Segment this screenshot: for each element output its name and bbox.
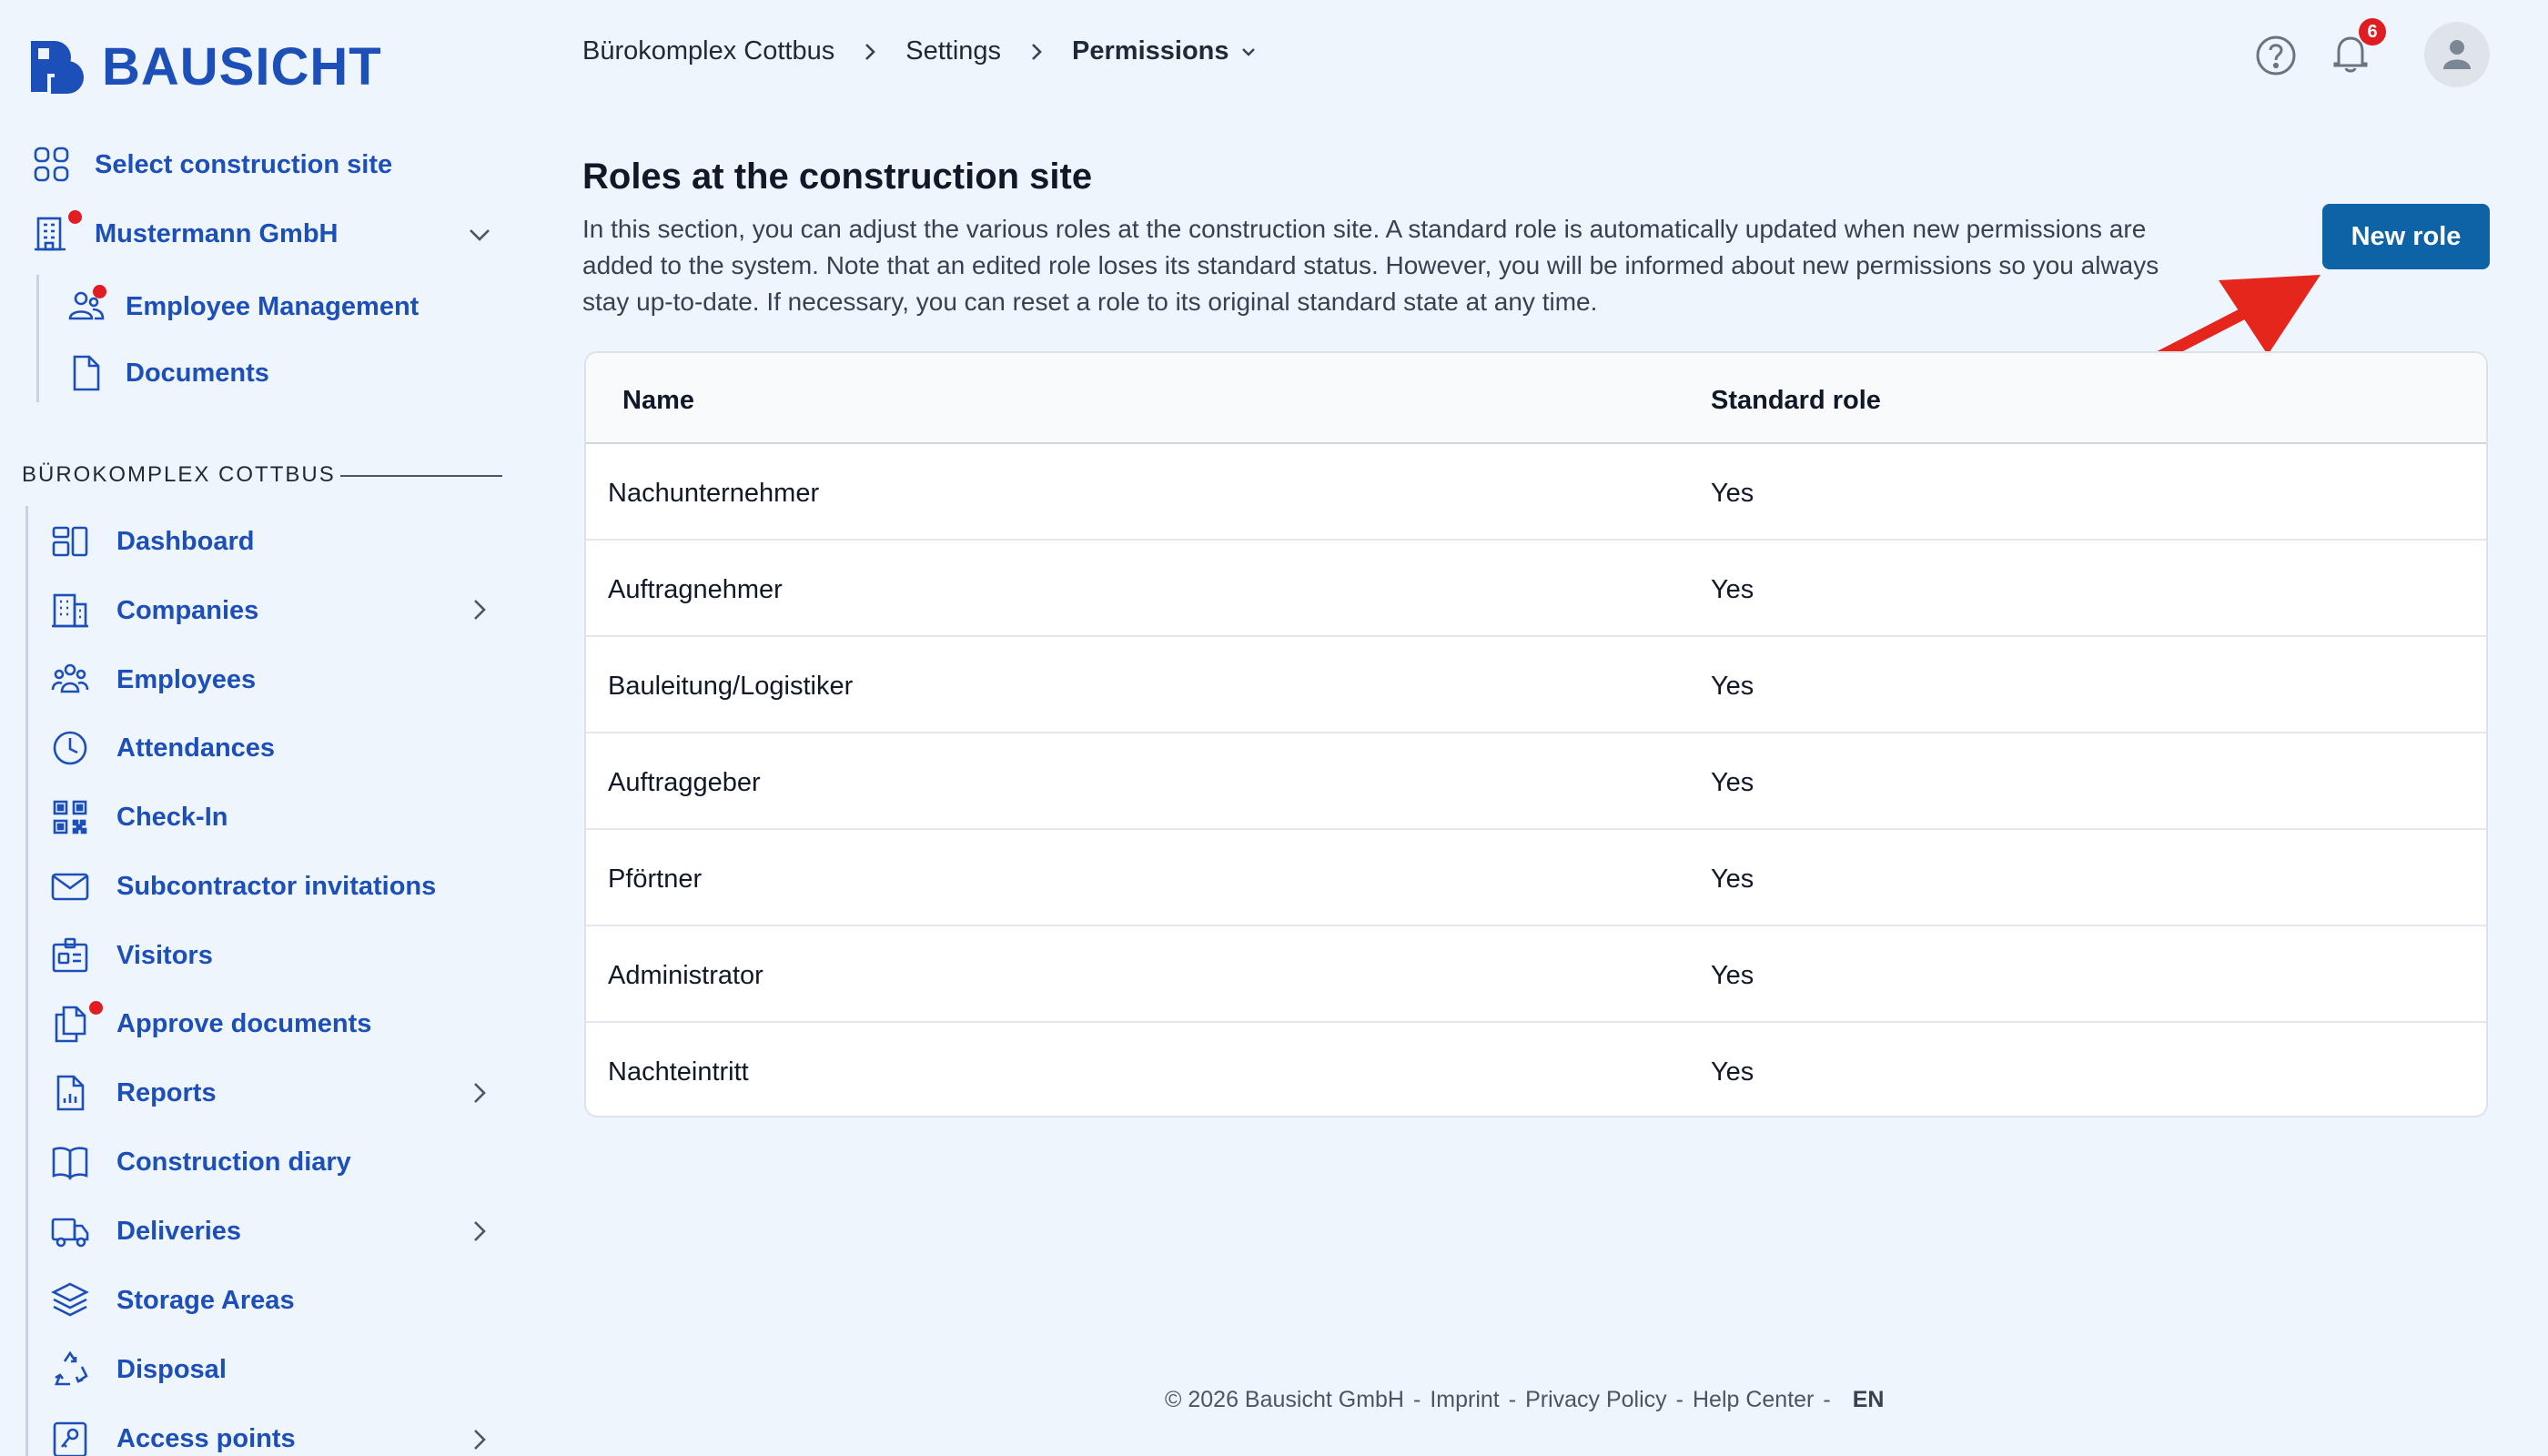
role-standard: Yes bbox=[1711, 479, 1754, 508]
building-icon bbox=[51, 592, 89, 630]
sidebar-item-deliveries[interactable] bbox=[51, 1212, 241, 1250]
page-description: In this section, you can adjust the various roles at the construction site. A standard role is automatically updated when new permissions are added to the system. Note that an edited role loses its standard status. However, you will be informed about new permissions so you always stay up-to-date. If necessary, you can reset a role to its original standard state at any time. bbox=[582, 215, 2159, 316]
select-site-link[interactable] bbox=[33, 146, 392, 184]
footer-separator: - bbox=[1823, 1387, 1831, 1412]
company-name: Mustermann GmbH bbox=[95, 218, 339, 248]
table-row[interactable] bbox=[586, 1023, 2486, 1117]
avatar[interactable] bbox=[2424, 22, 2490, 87]
help-icon[interactable] bbox=[2255, 35, 2297, 76]
role-name: Nachunternehmer bbox=[608, 479, 820, 508]
chevron-down-icon[interactable] bbox=[466, 221, 493, 248]
footer-copyright: © 2026 Bausicht GmbH bbox=[1165, 1387, 1404, 1412]
language-selector[interactable]: EN bbox=[1852, 1387, 1885, 1412]
sidebar-item-construction-diary[interactable] bbox=[51, 1143, 351, 1181]
approve-documents-alert-dot bbox=[89, 1001, 103, 1015]
footer-link-imprint[interactable]: Imprint bbox=[1430, 1387, 1500, 1412]
sidebar bbox=[0, 0, 528, 1456]
chevron-right-icon[interactable] bbox=[466, 1079, 493, 1107]
sidebar-item-access-points[interactable] bbox=[51, 1420, 296, 1456]
envelope-icon bbox=[51, 867, 89, 905]
sidebar-item-label: Dashboard bbox=[116, 526, 255, 556]
footer-separator: - bbox=[1413, 1387, 1421, 1412]
site-tree-line bbox=[25, 506, 28, 1456]
footer-link-privacy[interactable]: Privacy Policy bbox=[1525, 1387, 1667, 1412]
documents-icon bbox=[51, 1005, 89, 1043]
dashboard-icon bbox=[51, 522, 89, 561]
breadcrumb-permissions[interactable]: Permissions bbox=[1072, 36, 1229, 66]
role-standard: Yes bbox=[1711, 1057, 1754, 1087]
sidebar-item-label: Approve documents bbox=[116, 1008, 372, 1038]
footer-link-help-center[interactable]: Help Center bbox=[1692, 1387, 1815, 1412]
column-header-name[interactable]: Name bbox=[622, 386, 694, 415]
sidebar-item-documents[interactable] bbox=[67, 354, 269, 392]
role-name: Bauleitung/Logistiker bbox=[608, 672, 854, 701]
brand-logo[interactable] bbox=[27, 35, 382, 98]
sidebar-item-label: Employee Management bbox=[126, 291, 420, 321]
sidebar-item-label: Employees bbox=[116, 664, 257, 694]
site-section-title: BÜROKOMPLEX COTTBUS bbox=[22, 462, 336, 487]
layers-icon bbox=[51, 1281, 89, 1320]
document-icon bbox=[67, 354, 106, 392]
access-icon bbox=[51, 1420, 89, 1456]
sidebar-item-label: Companies bbox=[116, 595, 259, 625]
chevron-right-icon[interactable] bbox=[466, 1218, 493, 1245]
chevron-right-icon bbox=[1023, 38, 1050, 66]
new-role-button[interactable]: New role bbox=[2322, 204, 2490, 269]
brand-name: BAUSICHT bbox=[102, 36, 382, 96]
recycle-icon bbox=[51, 1350, 89, 1389]
table-row[interactable] bbox=[586, 444, 2486, 541]
sidebar-item-dashboard[interactable] bbox=[51, 522, 254, 561]
grid-icon bbox=[33, 146, 71, 184]
table-row[interactable] bbox=[586, 926, 2486, 1023]
chevron-down-icon[interactable] bbox=[1239, 42, 1259, 62]
sidebar-item-reports[interactable] bbox=[51, 1074, 217, 1112]
qr-code-icon bbox=[51, 798, 89, 836]
sidebar-item-label: Visitors bbox=[116, 940, 213, 970]
sidebar-item-visitors[interactable] bbox=[51, 936, 213, 975]
user-icon bbox=[2442, 38, 2472, 71]
breadcrumb-site[interactable]: Bürokomplex Cottbus bbox=[582, 36, 835, 66]
footer bbox=[1165, 1387, 1893, 1413]
footer-separator: - bbox=[1675, 1387, 1684, 1412]
role-standard: Yes bbox=[1711, 575, 1754, 604]
sidebar-item-disposal[interactable] bbox=[51, 1350, 227, 1389]
company-tree-line bbox=[36, 275, 39, 402]
column-header-standard-role[interactable]: Standard role bbox=[1711, 386, 1881, 415]
role-name: Auftraggeber bbox=[608, 768, 761, 797]
notification-badge: 6 bbox=[2359, 18, 2386, 46]
report-icon bbox=[51, 1074, 89, 1112]
section-divider bbox=[340, 475, 502, 477]
sidebar-item-storage-areas[interactable] bbox=[51, 1281, 295, 1320]
select-site-label: Select construction site bbox=[95, 149, 393, 179]
sidebar-item-label: Reports bbox=[116, 1077, 217, 1107]
page-title: Roles at the construction site bbox=[582, 157, 1093, 197]
sidebar-item-employee-management[interactable] bbox=[67, 288, 419, 326]
footer-separator: - bbox=[1508, 1387, 1517, 1412]
roles-table bbox=[584, 351, 2488, 1117]
sidebar-item-employees[interactable] bbox=[51, 661, 256, 699]
role-name: Nachteintritt bbox=[608, 1057, 749, 1087]
breadcrumb-settings[interactable]: Settings bbox=[905, 36, 1002, 66]
sidebar-item-label: Storage Areas bbox=[116, 1285, 295, 1315]
book-icon bbox=[51, 1143, 89, 1181]
table-row[interactable] bbox=[586, 733, 2486, 830]
company-alert-dot bbox=[68, 210, 82, 224]
id-card-icon bbox=[51, 936, 89, 975]
sidebar-item-check-in[interactable] bbox=[51, 798, 228, 836]
sidebar-item-label: Subcontractor invitations bbox=[116, 871, 437, 901]
sidebar-item-label: Attendances bbox=[116, 733, 276, 763]
role-standard: Yes bbox=[1711, 672, 1754, 701]
sidebar-item-label: Check-In bbox=[116, 802, 228, 832]
sidebar-item-label: Access points bbox=[116, 1423, 296, 1453]
office-building-icon bbox=[33, 215, 71, 253]
table-row[interactable] bbox=[586, 541, 2486, 637]
bausicht-logo-icon bbox=[27, 37, 86, 96]
sidebar-item-label: Construction diary bbox=[116, 1147, 351, 1177]
clock-icon bbox=[51, 729, 89, 767]
breadcrumb bbox=[582, 36, 1259, 66]
sidebar-item-subcontractor-invitations[interactable] bbox=[51, 867, 436, 905]
role-standard: Yes bbox=[1711, 864, 1754, 894]
chevron-right-icon[interactable] bbox=[466, 1426, 493, 1453]
users-icon bbox=[51, 661, 89, 699]
role-name: Pförtner bbox=[608, 864, 703, 894]
chevron-right-icon bbox=[856, 38, 884, 66]
role-name: Auftragnehmer bbox=[608, 575, 783, 604]
table-row[interactable] bbox=[586, 637, 2486, 733]
employee-management-alert-dot bbox=[93, 285, 106, 298]
sidebar-item-label: Documents bbox=[126, 358, 269, 388]
sidebar-item-label: Deliveries bbox=[116, 1216, 242, 1246]
sidebar-item-attendances[interactable] bbox=[51, 729, 275, 767]
sidebar-item-companies[interactable] bbox=[51, 592, 258, 630]
truck-icon bbox=[51, 1212, 89, 1250]
chevron-right-icon[interactable] bbox=[466, 596, 493, 623]
sidebar-item-label: Disposal bbox=[116, 1354, 227, 1384]
table-header bbox=[586, 353, 2486, 444]
role-standard: Yes bbox=[1711, 961, 1754, 990]
table-row[interactable] bbox=[586, 830, 2486, 926]
role-name: Administrator bbox=[608, 961, 763, 990]
role-standard: Yes bbox=[1711, 768, 1754, 797]
